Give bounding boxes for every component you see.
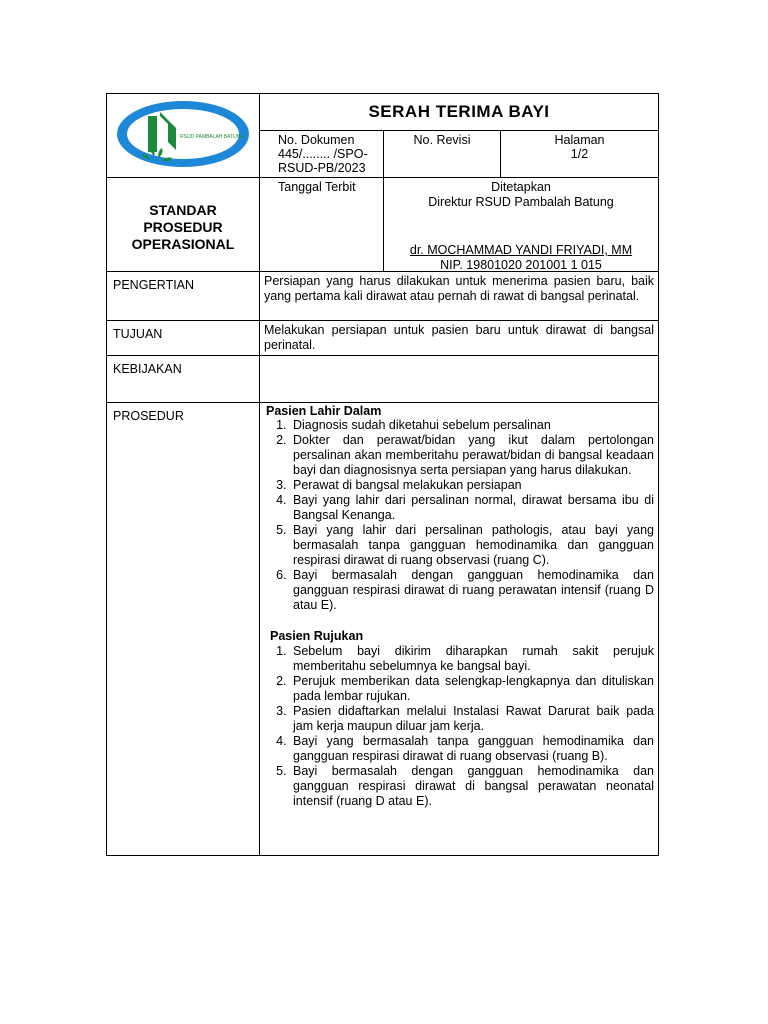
list-item: 4. Bayi yang bermasalah tanpa gangguan hemodinamika dan gangguan respirasi dirawat di ruang observasi (ruang B). [290, 734, 654, 764]
approval-cell [384, 178, 658, 271]
hospital-logo-icon [114, 98, 252, 174]
kebijakan-row [107, 356, 658, 403]
halaman-cell [501, 131, 658, 177]
tujuan-row [107, 321, 658, 356]
prosedur-row [107, 403, 658, 855]
no-dokumen-value-1: 445/........ /SPO- [278, 147, 368, 161]
sop-label-line-3: OPERASIONAL [131, 236, 235, 252]
svg-text:RSUD PAMBALAH BATUNG: RSUD PAMBALAH BATUNG [180, 133, 245, 140]
list-item: 3. Perawat di bangsal melakukan persiapan [290, 478, 654, 493]
pengertian-row [107, 272, 658, 321]
pengertian-text: Persiapan yang harus dilakukan untuk menerima pasien baru, baik yang pertama kali dirawat atau pernah di rawat di bangsal perinatal. [264, 274, 654, 303]
pengertian-label: PENGERTIAN [107, 272, 260, 320]
list-item: 6. Bayi bermasalah dengan gangguan hemodinamika dan gangguan respirasi dirawat di ruang perawatan intensif (ruang D atau E). [290, 568, 654, 613]
sop-document [106, 93, 659, 856]
no-revisi-cell [384, 131, 501, 177]
tujuan-text: Melakukan persiapan untuk pasien baru untuk dirawat di bangsal perinatal. [264, 323, 654, 352]
direktur-label: Direktur RSUD Pambalah Batung [428, 195, 614, 209]
group1-list [264, 418, 654, 613]
no-dokumen-cell [260, 131, 384, 177]
document-header [107, 94, 658, 178]
hospital-logo [107, 94, 260, 177]
sop-label-line-2: PROSEDUR [143, 219, 223, 235]
sop-label [107, 178, 260, 271]
tanggal-terbit-label: Tanggal Terbit [260, 178, 384, 271]
no-dokumen-value-2: RSUD-PB/2023 [278, 161, 366, 175]
list-item: 2. Perujuk memberikan data selengkap-lengkapnya dan dituliskan pada lembar rujukan. [290, 674, 654, 704]
list-item: 2. Dokter dan perawat/bidan yang ikut dalam pertolongan persalinan akan memberitahu perawat/bidan di bangsal keadaan bayi dan diagnosisnya serta persiapan yang harus dilakukan. [290, 433, 654, 478]
sop-label-line-1: STANDAR [149, 202, 217, 218]
signer-name: dr. MOCHAMMAD YANDI FRIYADI, MM [409, 243, 633, 257]
document-title: SERAH TERIMA BAYI [260, 94, 658, 131]
kebijakan-text [260, 356, 658, 402]
prosedur-label: PROSEDUR [107, 403, 260, 855]
ditetapkan-label: Ditetapkan [491, 180, 551, 194]
halaman-label: Halaman [554, 133, 605, 147]
group2-title: Pasien Rujukan [270, 629, 364, 643]
list-item: 5. Bayi yang lahir dari persalinan pathologis, atau bayi yang bermasalah tanpa gangguan hemodinamika dan gangguan respirasi dirawat di ruang observasi (ruang C). [290, 523, 654, 568]
prosedur-content [260, 403, 658, 855]
tujuan-label: TUJUAN [107, 321, 260, 355]
list-item: 3. Pasien didaftarkan melalui Instalasi Rawat Darurat baik pada jam kerja maupun diluar jam kerja. [290, 704, 654, 734]
group1-title: Pasien Lahir Dalam [266, 404, 382, 418]
list-item: 1. Diagnosis sudah diketahui sebelum persalinan [290, 418, 654, 433]
halaman-value: 1/2 [570, 147, 589, 161]
signer-nip: NIP. 19801020 201001 1 015 [440, 258, 602, 272]
no-dokumen-label: No. Dokumen [278, 133, 355, 147]
no-revisi-label: No. Revisi [413, 133, 471, 147]
list-item: 5. Bayi bermasalah dengan gangguan hemodinamika dan gangguan respirasi dirawat di bangsal perawatan neonatal intensif (ruang D atau E). [290, 764, 654, 809]
list-item: 1. Sebelum bayi dikirim diharapkan rumah sakit perujuk memberitahu sebelumnya ke bangsal bayi. [290, 644, 654, 674]
kebijakan-label: KEBIJAKAN [107, 356, 260, 402]
group2-list [264, 644, 654, 809]
sop-row [107, 178, 658, 272]
list-item: 4. Bayi yang lahir dari persalinan normal, dirawat bersama ibu di Bangsal Kenanga. [290, 493, 654, 523]
